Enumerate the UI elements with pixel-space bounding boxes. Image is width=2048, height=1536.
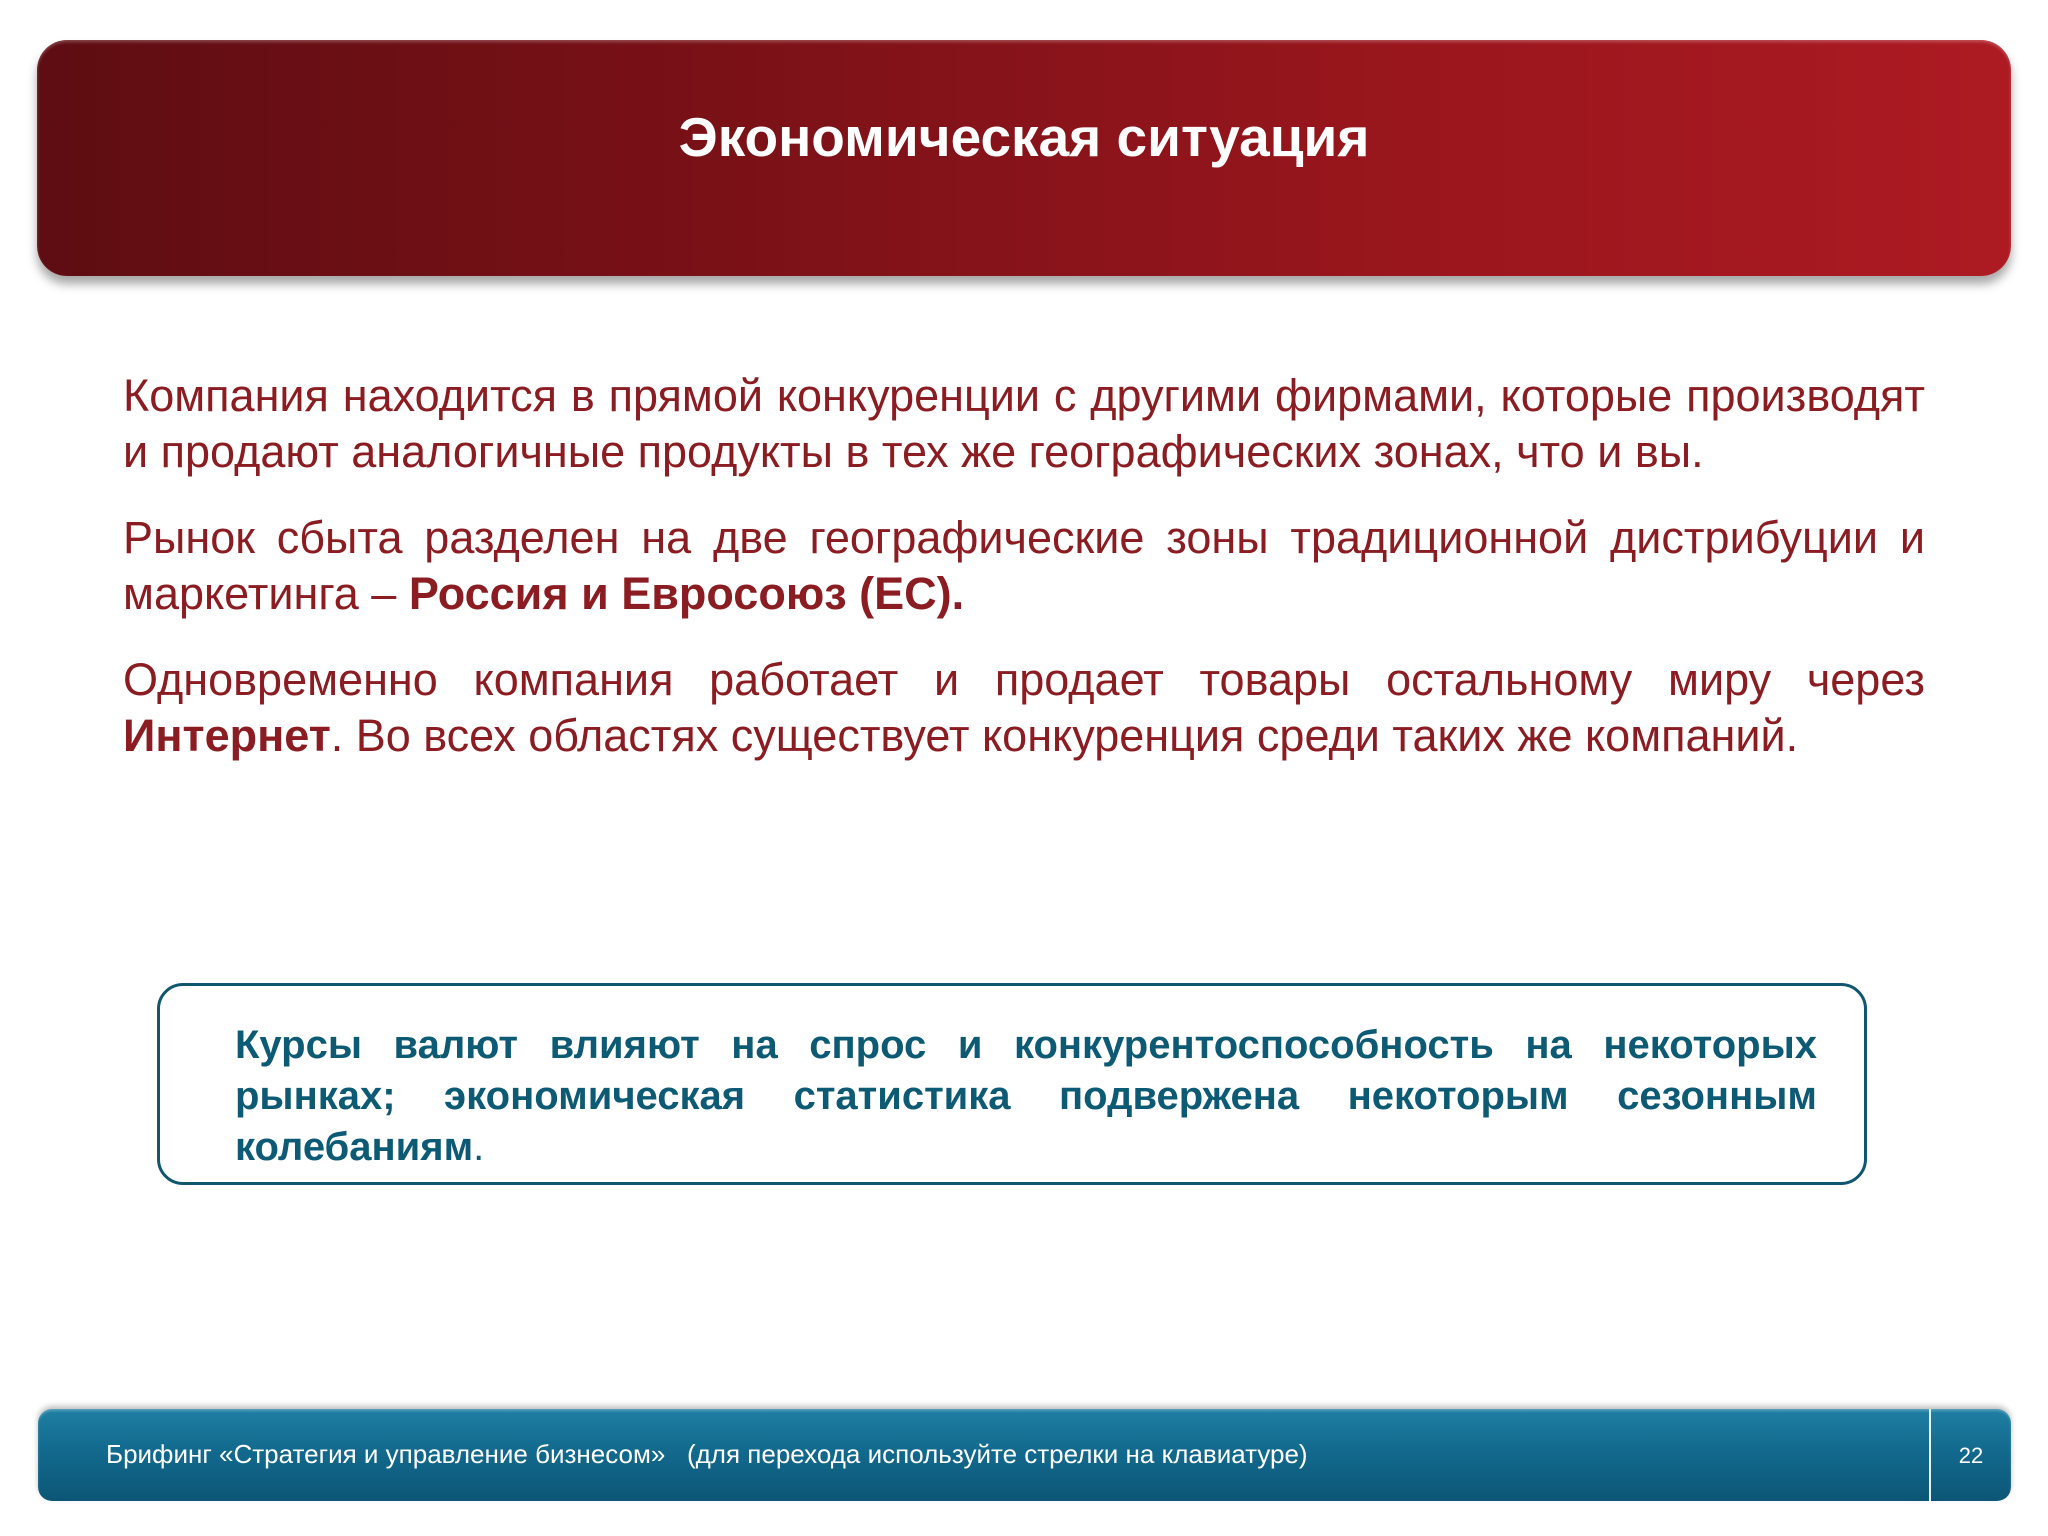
paragraph-internet (123, 652, 1925, 764)
callout-text-main: Курсы валют влияют на спрос и конкурентоспособность на некоторых рынках; экономическая статистика подвержена некоторым сезонным колебаниям (235, 1023, 1817, 1169)
markets-highlight: Россия и Евросоюз (ЕС). (408, 568, 965, 619)
callout-text-end: . (473, 1125, 485, 1169)
paragraph-internet-end: . Во всех областях существует конкуренция среди таких же компаний. (330, 710, 1799, 761)
paragraph-markets-text: Рынок сбыта разделен на две географические зоны традиционной дистрибуции и маркетинга – (123, 512, 1925, 619)
paragraph-competition-text: Компания находится в прямой конкуренции с другими фирмами, которые производят и продают аналогичные продукты в тех же географических зонах, что и вы. (123, 370, 1925, 477)
page-number: 22 (1958, 1443, 1984, 1468)
internet-highlight: Интернет (123, 710, 331, 761)
callout-text (235, 1020, 1817, 1173)
paragraph-competition (123, 368, 1925, 480)
slide-body (123, 368, 1925, 794)
callout-box (157, 983, 1867, 1185)
footer-caption: Брифинг «Стратегия и управление бизнесом» (для перехода используйте стрелки на клавиатуре) (106, 1439, 1308, 1469)
paragraph-markets (123, 510, 1925, 622)
footer-bar (38, 1409, 2011, 1501)
paragraph-internet-text: Одновременно компания работает и продает товары остальному миру через (123, 654, 1925, 705)
slide-title: Экономическая ситуация (678, 106, 1370, 168)
